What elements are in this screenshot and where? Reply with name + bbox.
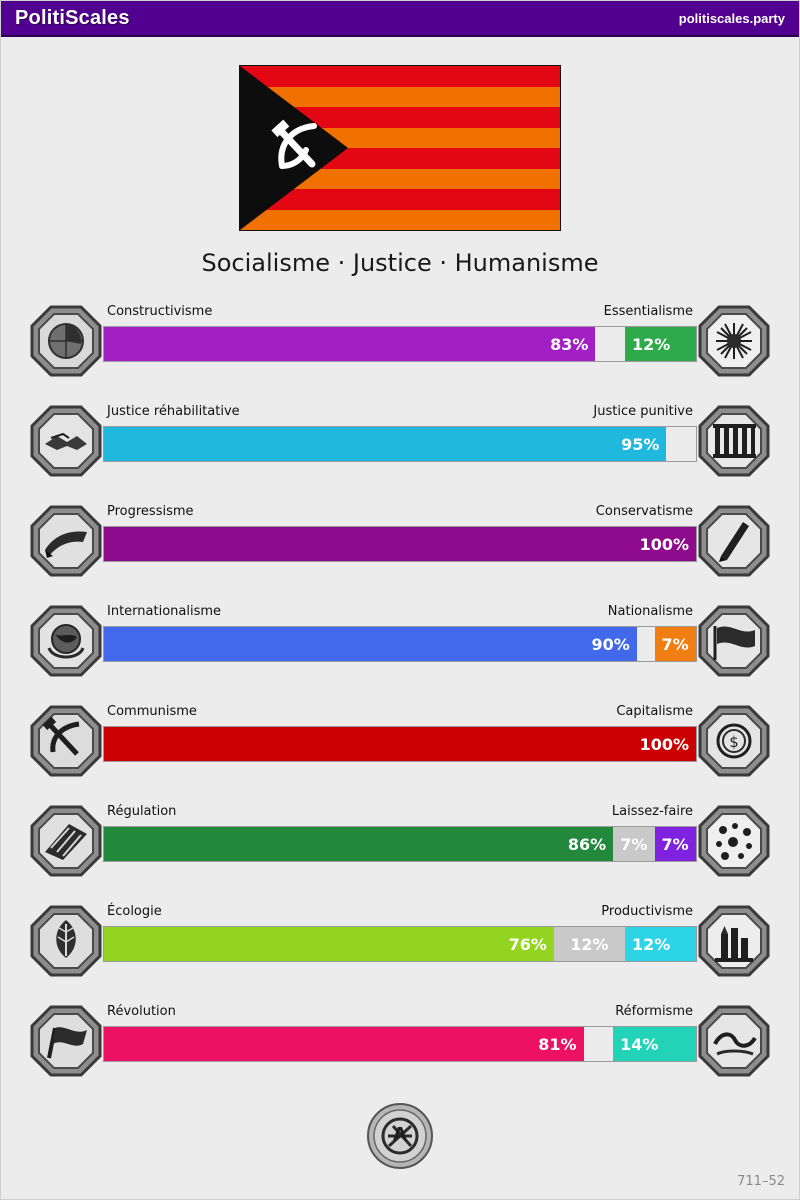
axis-body [91, 904, 709, 978]
nationalisme-badge-icon [697, 604, 771, 678]
axis-left-label: Régulation [107, 804, 177, 819]
axis-row [29, 691, 771, 791]
axis-left-segment: 76% [104, 927, 554, 961]
axis-left-label: Progressisme [107, 504, 194, 519]
axis-row [29, 591, 771, 691]
axis-neutral-segment [666, 427, 696, 461]
axis-body [91, 704, 709, 778]
axis-left-label: Écologie [107, 904, 162, 919]
axis-bar [103, 926, 697, 962]
reformisme-badge-icon [697, 1004, 771, 1078]
axis-body [91, 804, 709, 878]
axis-bar [103, 726, 697, 762]
internationalisme-badge-icon [29, 604, 103, 678]
axis-labels [107, 804, 693, 819]
axis-labels [107, 1004, 693, 1019]
axis-bar [103, 626, 697, 662]
axis-left-segment: 83% [104, 327, 595, 361]
axis-right-segment: 7% [655, 627, 696, 661]
axis-right-segment: 14% [613, 1027, 696, 1061]
axis-bar [103, 526, 697, 562]
essentialisme-badge-icon [697, 304, 771, 378]
progressisme-badge-icon [29, 504, 103, 578]
axis-row [29, 991, 771, 1091]
axis-row [29, 491, 771, 591]
axis-right-label: Essentialisme [603, 304, 693, 319]
axis-neutral-segment: 12% [554, 927, 625, 961]
axis-labels [107, 504, 693, 519]
svg-text:$: $ [729, 733, 739, 751]
axis-body [91, 304, 709, 378]
axis-labels [107, 404, 693, 419]
laissez-faire-badge-icon [697, 804, 771, 878]
axis-right-label: Capitalisme [616, 704, 693, 719]
axis-neutral-segment [595, 327, 625, 361]
axis-bar [103, 426, 697, 462]
axis-left-segment: 100% [104, 727, 696, 761]
axis-left-segment: 86% [104, 827, 613, 861]
flag-container [1, 65, 799, 231]
result-flag [239, 65, 561, 231]
axis-left-segment: 81% [104, 1027, 584, 1061]
axis-body [91, 1004, 709, 1078]
axis-right-segment: 12% [625, 327, 696, 361]
axis-neutral-segment [637, 627, 655, 661]
axis-right-label: Justice punitive [593, 404, 693, 419]
axis-right-segment: 12% [625, 927, 696, 961]
ecologie-badge-icon [29, 904, 103, 978]
regulation-badge-icon [29, 804, 103, 878]
axis-right-segment: 7% [655, 827, 696, 861]
hammer-and-sickle-icon [266, 116, 330, 180]
axis-row [29, 291, 771, 391]
axis-bar [103, 826, 697, 862]
app-title: PolitiScales [15, 6, 130, 29]
axis-right-label: Conservatisme [595, 504, 693, 519]
axis-right-label: Laissez-faire [611, 804, 693, 819]
svg-text:A: A [393, 1124, 407, 1145]
justice-punitive-badge-icon [697, 404, 771, 478]
axis-body [91, 604, 709, 678]
axis-bar [103, 1026, 697, 1062]
conservatisme-badge-icon [697, 504, 771, 578]
axis-body [91, 404, 709, 478]
axis-row [29, 891, 771, 991]
axis-right-label: Réformisme [615, 1004, 693, 1019]
axis-left-label: Révolution [107, 1004, 176, 1019]
axis-labels [107, 304, 693, 319]
constructivisme-badge-icon [29, 304, 103, 378]
axes-list [1, 291, 799, 1091]
axis-right-label: Nationalisme [607, 604, 693, 619]
productivisme-badge-icon [697, 904, 771, 978]
axis-left-label: Constructivisme [107, 304, 213, 319]
capitalisme-badge-icon [697, 704, 771, 778]
axis-left-segment: 90% [104, 627, 637, 661]
axis-neutral-segment: 7% [613, 827, 654, 861]
axis-body [91, 504, 709, 578]
axis-row [29, 391, 771, 491]
communisme-badge-icon [29, 704, 103, 778]
axis-neutral-segment [584, 1027, 614, 1061]
axis-row [29, 791, 771, 891]
axis-left-segment: 100% [104, 527, 696, 561]
axis-bar [103, 326, 697, 362]
result-code: 711–52 [737, 1174, 785, 1189]
revolution-badge-icon [29, 1004, 103, 1078]
axis-labels [107, 904, 693, 919]
app-header [1, 1, 799, 37]
footer-logo-container [1, 1101, 799, 1171]
anarchy-seal-icon [365, 1101, 435, 1171]
justice-rehabilitative-badge-icon [29, 404, 103, 478]
result-subtitle: Socialisme · Justice · Humanisme [201, 249, 599, 277]
axis-left-label: Internationalisme [107, 604, 222, 619]
axis-left-segment: 95% [104, 427, 666, 461]
axis-left-label: Communisme [107, 704, 197, 719]
axis-right-label: Productivisme [601, 904, 693, 919]
axis-left-label: Justice réhabilitative [107, 404, 240, 419]
axis-labels [107, 604, 693, 619]
axis-labels [107, 704, 693, 719]
site-url-label: politiscales.party [678, 10, 785, 26]
